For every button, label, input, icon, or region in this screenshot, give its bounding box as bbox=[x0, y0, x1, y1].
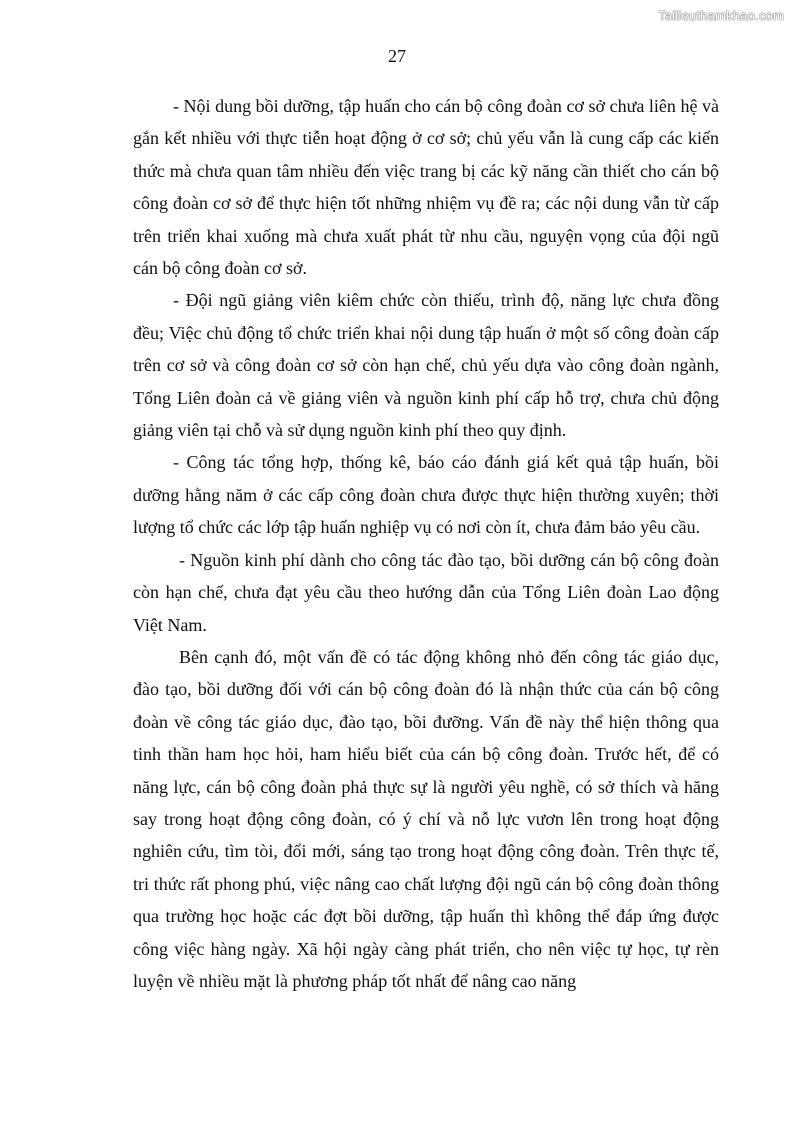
document-body bbox=[133, 90, 719, 997]
page-number: 27 bbox=[388, 46, 406, 66]
paragraph: - Công tác tổng hợp, thống kê, báo cáo đánh giá kết quả tập huấn, bồi dưỡng hằng năm ở các cấp công đoàn chưa được thực hiện thường xuyên; thời lượng tổ chức các lớp tập huấn nghiệp vụ có nơi còn ít, chưa đảm bảo yêu cầu. bbox=[133, 452, 719, 538]
paragraph: Bên cạnh đó, một vấn đề có tác động không nhỏ đến công tác giáo dục, đào tạo, bồi dưỡng đối với cán bộ công đoàn đó là nhận thức của cán bộ công đoàn về công tác giáo dục, đào tạo, bồi đưỡng. Vấn đề này thể hiện thông qua tinh thần ham học hỏi, ham hiểu biết của cán bộ công đoàn. Trước hết, để có năng lực, cán bộ công đoàn phả thực sự là người yêu nghề, có sở thích và hăng say trong hoạt động công đoàn, có ý chí và nỗ lực vươn lên trong hoạt động nghiên cứu, tìm tòi, đổi mới, sáng tạo trong hoạt động công đoàn. Trên thực tế, tri thức rất phong phú, việc nâng cao chất lượng đội ngũ cán bộ công đoàn thông qua trường học hoặc các đợt bồi dưỡng, tập huấn thì không thể đáp ứng được công việc hàng ngày. Xã hội ngày càng phát triển, cho nên việc tự học, tự rèn luyện về nhiều mặt là phương pháp tốt nhất để nâng cao năng bbox=[133, 646, 719, 991]
watermark: Tailieuthamkhao.com bbox=[658, 8, 784, 23]
paragraph: - Nội dung bồi dưỡng, tập huấn cho cán bộ công đoàn cơ sở chưa liên hệ và gắn kết nhiều với thực tiễn hoạt động ở cơ sở; chủ yếu vẫn là cung cấp các kiến thức mà chưa quan tâm nhiều đến việc trang bị các kỹ năng cần thiết cho cán bộ công đoàn cơ sở để thực hiện tốt những nhiệm vụ đề ra; các nội dung vẫn từ cấp trên triển khai xuống mà chưa xuất phát từ nhu cầu, nguyện vọng của đội ngũ cán bộ công đoàn cơ sở. bbox=[133, 96, 719, 279]
paragraph: - Đội ngũ giảng viên kiêm chức còn thiếu, trình độ, năng lực chưa đồng đều; Việc chủ động tổ chức triển khai nội dung tập huấn ở một số công đoàn cấp trên cơ sở và công đoàn cơ sở còn hạn chế, chủ yếu dựa vào công đoàn ngành, Tổng Liên đoàn cả về giảng viên và nguồn kinh phí cấp hỗ trợ, chưa chủ động giảng viên tại chỗ và sử dụng nguồn kinh phí theo quy định. bbox=[133, 290, 719, 441]
paragraph: - Nguồn kinh phí dành cho công tác đào tạo, bồi dưỡng cán bộ công đoàn còn hạn chế, chưa đạt yêu cầu theo hướng dẫn của Tổng Liên đoàn Lao động Việt Nam. bbox=[133, 549, 719, 635]
